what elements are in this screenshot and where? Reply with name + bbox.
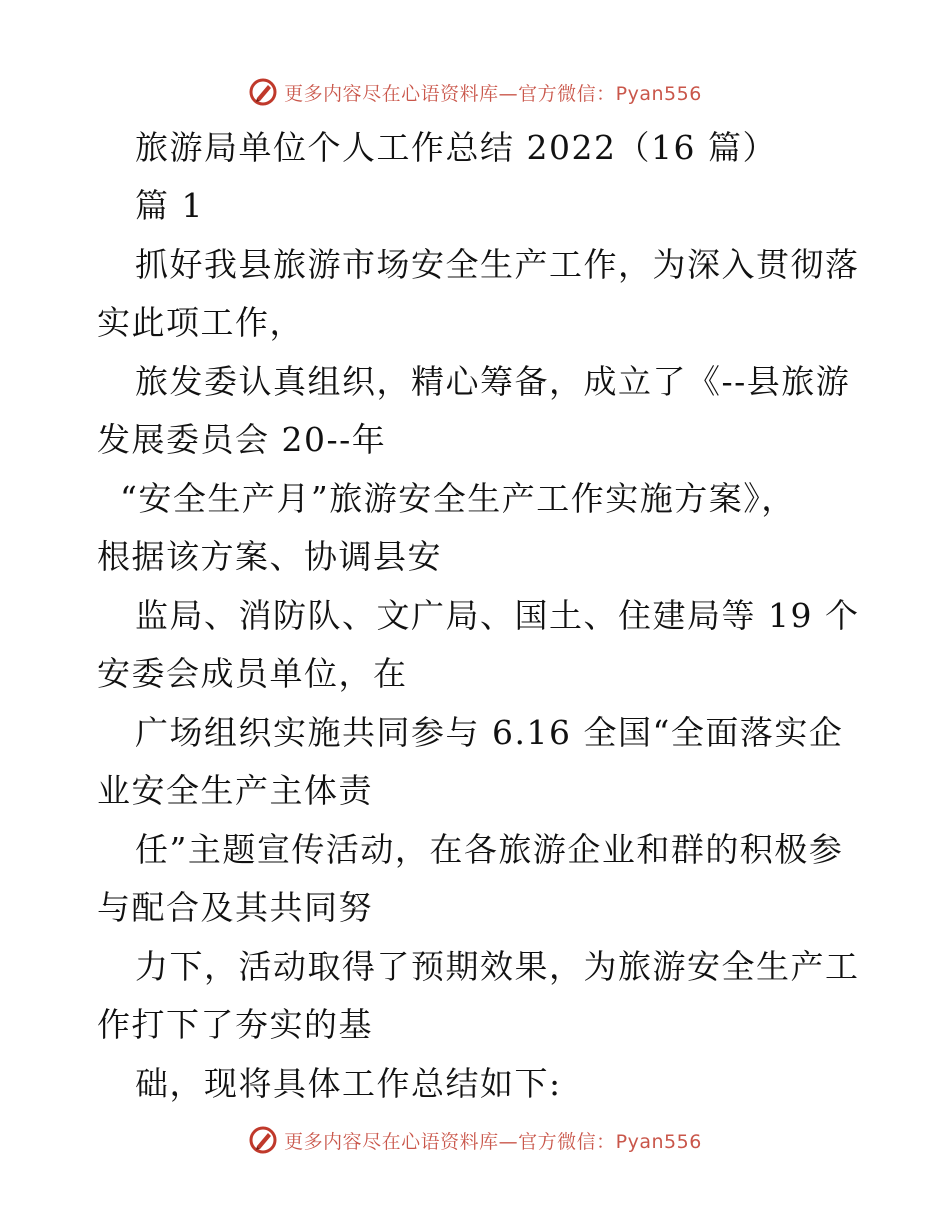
paragraph-line: 任”主题宣传活动，在各旅游企业和群的积极参: [135, 830, 844, 869]
pen-logo-icon: [248, 77, 278, 107]
paragraph-line: 力下，活动取得了预期效果，为旅游安全生产工: [135, 947, 860, 986]
paragraph-line: 实此项工作，: [97, 303, 304, 342]
paragraph-line: 业安全生产主体责: [97, 771, 373, 810]
header-watermark-banner: [0, 72, 950, 112]
section-heading: 篇 1: [135, 186, 204, 225]
footer-watermark-text: 更多内容尽在心语资料库—官方微信：Pyan556: [284, 1130, 702, 1153]
paragraph-line: 广场组织实施共同参与 6.16 全国“全面落实企: [135, 713, 844, 752]
pen-logo-icon: [248, 1125, 278, 1155]
paragraph-line: 旅发委认真组织，精心筹备，成立了《--县旅游: [135, 362, 851, 401]
paragraph-line: 根据该方案、协调县安: [97, 537, 442, 576]
paragraph-line: 与配合及其共同努: [97, 888, 373, 927]
paragraph-line: 安委会成员单位，在: [97, 654, 408, 693]
paragraph-line: 发展委员会 20--年: [97, 420, 387, 459]
footer-watermark-banner: [0, 1120, 950, 1160]
paragraph-line: 监局、消防队、文广局、国土、住建局等 19 个: [135, 596, 860, 635]
paragraph-line: 础，现将具体工作总结如下:: [135, 1064, 562, 1103]
paragraph-line: 抓好我县旅游市场安全生产工作，为深入贯彻落: [135, 245, 860, 284]
header-watermark-text: 更多内容尽在心语资料库—官方微信：Pyan556: [284, 82, 702, 105]
document-title: 旅游局单位个人工作总结 2022（16 篇）: [135, 128, 777, 167]
paragraph-line: 作打下了夯实的基: [97, 1005, 373, 1044]
paragraph-line: “安全生产月”旅游安全生产工作实施方案》，: [120, 479, 796, 518]
